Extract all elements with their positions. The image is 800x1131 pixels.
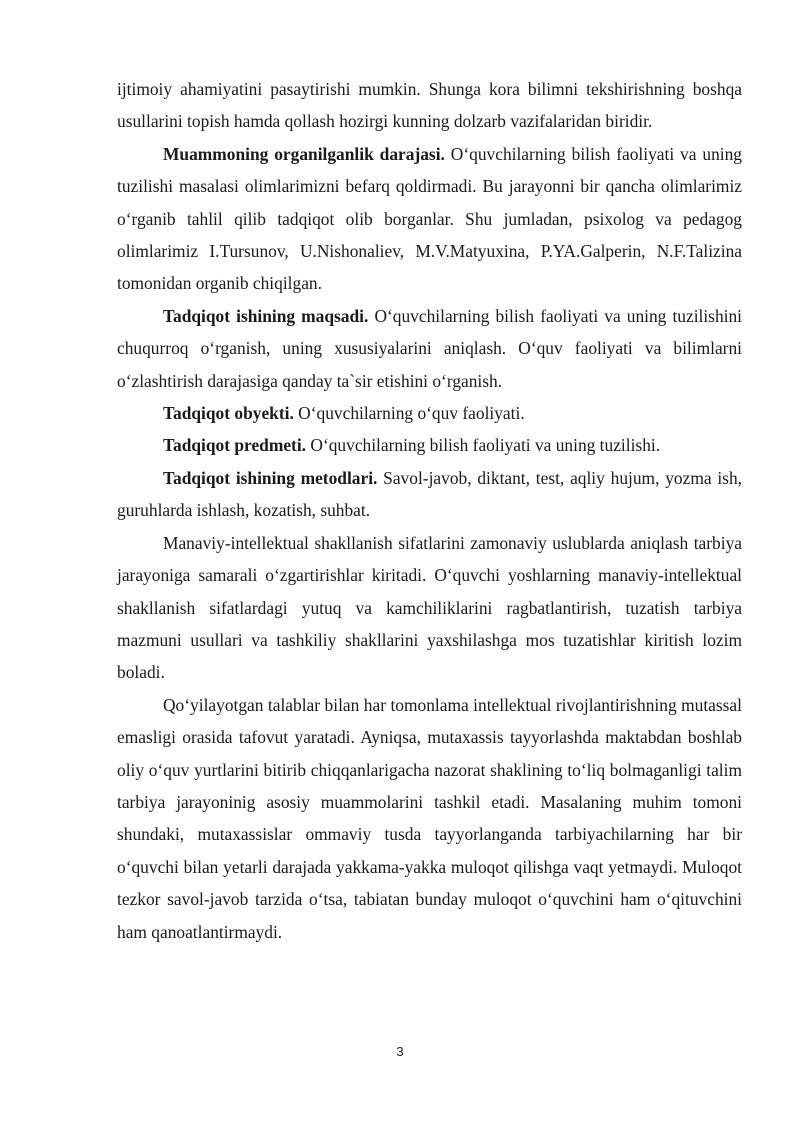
body-text bbox=[117, 73, 742, 948]
paragraph-text: O‘quvchilarning bilish faoliyati va uning tuzilishi masalasi olimlarimizni befarq qoldirmadi. Bu jarayonni bir qancha olimlarimiz o‘rganib tahlil qilib tadqiqot olib borganlar. Shu jumladan, psixolog va pedagog olimlarimiz I.Tursunov, U.Nishonaliev, M.V.Matyuxina, P.YA.Galperin, N.F.Talizina tomonidan organib chiqilgan. bbox=[117, 143, 742, 294]
paragraph-problem-study-level bbox=[117, 138, 742, 300]
paragraph-requirements bbox=[117, 689, 742, 948]
paragraph-research-object bbox=[117, 397, 742, 429]
paragraph-text: O‘quvchilarning bilish faoliyati va uning tuzilishi. bbox=[306, 435, 661, 456]
paragraph-research-goal bbox=[117, 300, 742, 397]
paragraph-heading: Tadqiqot predmeti. bbox=[163, 435, 307, 456]
paragraph-heading: Tadqiqot ishining maqsadi. bbox=[163, 305, 369, 326]
paragraph-text: Manaviy-intellektual shakllanish sifatlarini zamonaviy uslublarda aniqlash tarbiya jarayoniga samarali o‘zgartirishlar kiritadi. O‘quvchi yoshlarning manaviy-intellektual shakllanish sifatlardagi yutuq va kamchiliklarini ragbatlantirish, tuzatish tarbiya mazmuni usullari va tashkiliy shakllarini yaxshilashga mos tuzatishlar kiritish lozim boladi. bbox=[117, 532, 742, 683]
paragraph-text: ijtimoiy ahamiyatini pasaytirishi mumkin. Shunga kora bilimni tekshirishning boshqa usullarini topish hamda qollash hozirgi kunning dolzarb vazifalaridan biridir. bbox=[117, 79, 742, 132]
paragraph-research-subject bbox=[117, 429, 742, 461]
paragraph-heading: Muammoning organilganlik darajasi. bbox=[163, 143, 445, 164]
page-number: 3 bbox=[396, 1044, 404, 1059]
paragraph-heading: Tadqiqot obyekti. bbox=[163, 403, 294, 424]
paragraph-spiritual-intellectual bbox=[117, 527, 742, 689]
paragraph-heading: Tadqiqot ishining metodlari. bbox=[163, 467, 378, 488]
paragraph-intro-continuation bbox=[117, 73, 742, 138]
paragraph-research-methods bbox=[117, 462, 742, 527]
paragraph-text: O‘quvchilarning o‘quv faoliyati. bbox=[293, 403, 525, 424]
paragraph-text: Qo‘yilayotgan talablar bilan har tomonlama intellektual rivojlantirishning mutassal emasligi orasida tafovut yaratadi. Ayniqsa, mutaxassis tayyorlashda maktabdan boshlab oliy o‘quv yurtlarini bitirib chiqqanlarigacha nazorat shaklining to‘liq bolmaganligi talim tarbiya jarayoninig asosiy muammolarini tashkil etadi. Masalaning muhim tomoni shundaki, mutaxassislar ommaviy tusda tayyorlanganda tarbiyachilarning har bir o‘quvchi bilan yetarli darajada yakkama-yakka muloqot qilishga vaqt yetmaydi. Muloqot tezkor savol-javob tarzida o‘tsa, tabiatan bunday muloqot o‘quvchini ham o‘qituvchini ham qanoatlantirmaydi. bbox=[117, 694, 742, 942]
paragraph-text: O‘quvchilarning bilish faoliyati va uning tuzilishini chuqurroq o‘rganish, uning xususiyalarini aniqlash. O‘quv faoliyati va bilimlarni o‘zlashtirish darajasiga qanday ta`sir etishini o‘rganish. bbox=[117, 305, 743, 391]
paragraph-text: Savol-javob, diktant, test, aqliy hujum, yozma ish, guruhlarda ishlash, kozatish, suhbat. bbox=[117, 467, 742, 521]
